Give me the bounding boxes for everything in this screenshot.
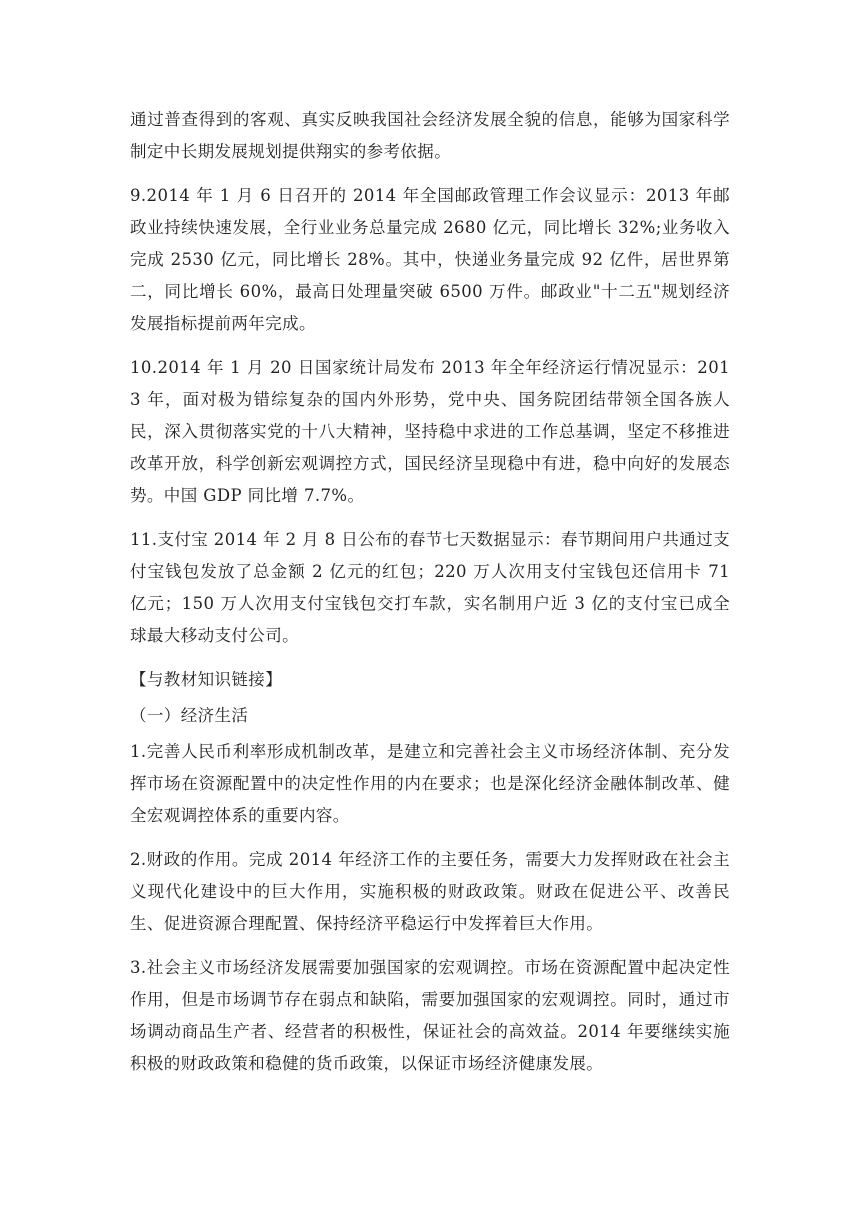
- subsection-heading-economic-life: （一）经济生活: [130, 706, 249, 725]
- paragraph-point-3-macro-control: 3.社会主义市场经济发展需要加强国家的宏观调控。市场在资源配置中起决定性作用，但是市场调节存在弱点和缺陷，需要加强国家的宏观调控。同时，通过市场调动商品生产者、经营者的积极性，保证社会的高效益。2014 年要继续实施积极的财政政策和稳健的货币政策，以保证市场经济健康发展。: [130, 958, 730, 1073]
- paragraph-census-info: 通过普查得到的客观、真实反映我国社会经济发展全貌的信息，能够为国家科学制定中长期发展规划提供翔实的参考依据。: [130, 110, 730, 161]
- paragraph-item-10-economy: 10.2014 年 1 月 20 日国家统计局发布 2013 年全年经济运行情况显示：2013 年，面对极为错综复杂的国内外形势，党中央、国务院团结带领全国各族人民，深入贯彻落实党的十八大精神，坚持稳中求进的工作总基调，坚定不移推进改革开放，科学创新宏观调控方式，国民经济呈现稳中有进，稳中向好的发展态势。中国 GDP 同比增 7.7%。: [130, 358, 730, 505]
- section-heading-textbook-link: 【与教材知识链接】: [130, 670, 283, 689]
- document-body: [130, 104, 730, 1092]
- paragraph-item-11-alipay: 11.支付宝 2014 年 2 月 8 日公布的春节七天数据显示：春节期间用户共通过支付宝钱包发放了总金额 2 亿元的红包；220 万人次用支付宝钱包还信用卡 71 亿元；150 万人次用支付宝钱包交打车款，实名制用户近 3 亿的支付宝已成全球最大移动支付公司。: [130, 530, 730, 645]
- paragraph-point-1-interest-rate: 1.完善人民币利率形成机制改革，是建立和完善社会主义市场经济体制、充分发挥市场在资源配置中的决定性作用的内在要求；也是深化经济金融体制改革、健全宏观调控体系的重要内容。: [130, 742, 730, 825]
- paragraph-point-2-finance: 2.财政的作用。完成 2014 年经济工作的主要任务，需要大力发挥财政在社会主义现代化建设中的巨大作用，实施积极的财政政策。财政在促进公平、改善民生、促进资源合理配置、保持经济平稳运行中发挥着巨大作用。: [130, 850, 730, 933]
- paragraph-item-9-postal: 9.2014 年 1 月 6 日召开的 2014 年全国邮政管理工作会议显示：2013 年邮政业持续快速发展，全行业业务总量完成 2680 亿元，同比增长 32%;业务收入完成 2530 亿元，同比增长 28%。其中，快递业务量完成 92 亿件，居世界第二，同比增长 60%，最高日处理量突破 6500 万件。邮政业"十二五"规划经济发展指标提前两年完成。: [130, 186, 730, 333]
